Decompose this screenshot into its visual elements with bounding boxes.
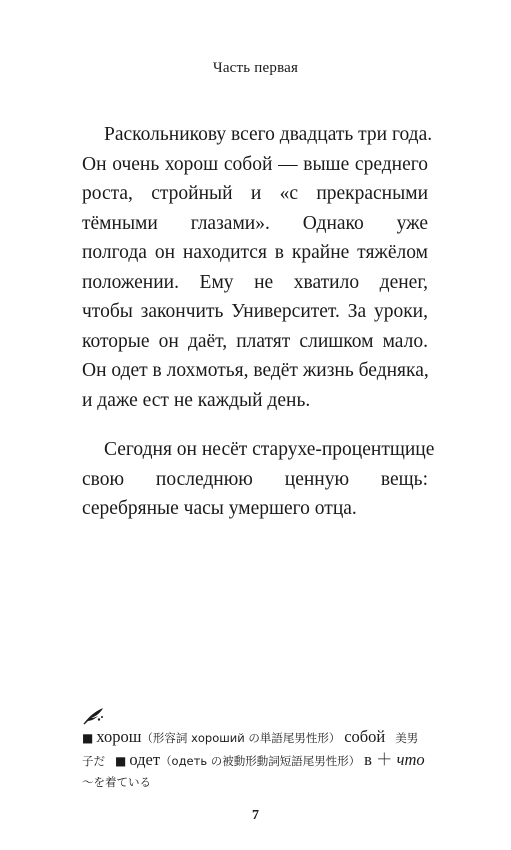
text-line: полгода он находится в крайне тяжёлом <box>82 242 428 263</box>
text-line: положении. Ему не хватило денег, <box>82 271 428 293</box>
bullet-square: ■ <box>115 754 127 768</box>
quill-icon <box>82 705 106 725</box>
text-line: серебряные часы умершего отца. <box>82 498 357 519</box>
text-line: и даже ест не каждый день. <box>82 389 311 411</box>
text-line: Он очень хорош собой — выше среднего <box>82 153 428 175</box>
note-line-2 <box>82 749 428 772</box>
note-line-3 <box>82 772 428 793</box>
text-line: роста, стройный и «с прекрасными <box>82 183 428 204</box>
note-meaning: 美男 <box>395 731 419 745</box>
paragraph-gap <box>82 415 428 435</box>
vocabulary-notes <box>82 705 428 793</box>
note-line-1 <box>82 726 428 749</box>
note-meaning: ～を着ている <box>82 775 151 789</box>
note-phrase: в ＋ <box>364 750 397 769</box>
note-gloss: （形容詞 хороший の単語尾男性形） <box>141 731 341 745</box>
text-line: которые он даёт, платят слишком мало. <box>82 330 428 352</box>
paragraph-2 <box>82 435 435 524</box>
note-phrase: собой <box>344 727 386 746</box>
note-gloss: （одеть の被動形動詞短語尾男性形） <box>160 754 361 768</box>
text-line: Он одет в лохмотья, ведёт жизнь бедняка, <box>82 360 429 381</box>
text-line: чтобы закончить Университет. За уроки, <box>82 301 428 322</box>
note-meaning-cont: 子だ <box>82 754 105 768</box>
bullet-square: ■ <box>82 731 94 745</box>
note-word: одет <box>129 750 161 769</box>
text-line: Сегодня он несёт старухе-процентщице <box>104 439 435 460</box>
paragraph-1 <box>82 120 433 415</box>
note-word: хорош <box>96 727 142 746</box>
text-line: Раскольникову всего двадцать три года. <box>104 124 433 145</box>
text-line: свою последнюю ценную вещь: <box>82 468 428 490</box>
page-number: 7 <box>252 808 259 823</box>
running-head: Часть первая <box>212 60 299 76</box>
note-phrase-italic: что <box>396 750 425 769</box>
body-text <box>82 120 435 524</box>
text-line: тёмными глазами». Однако уже <box>82 212 428 234</box>
